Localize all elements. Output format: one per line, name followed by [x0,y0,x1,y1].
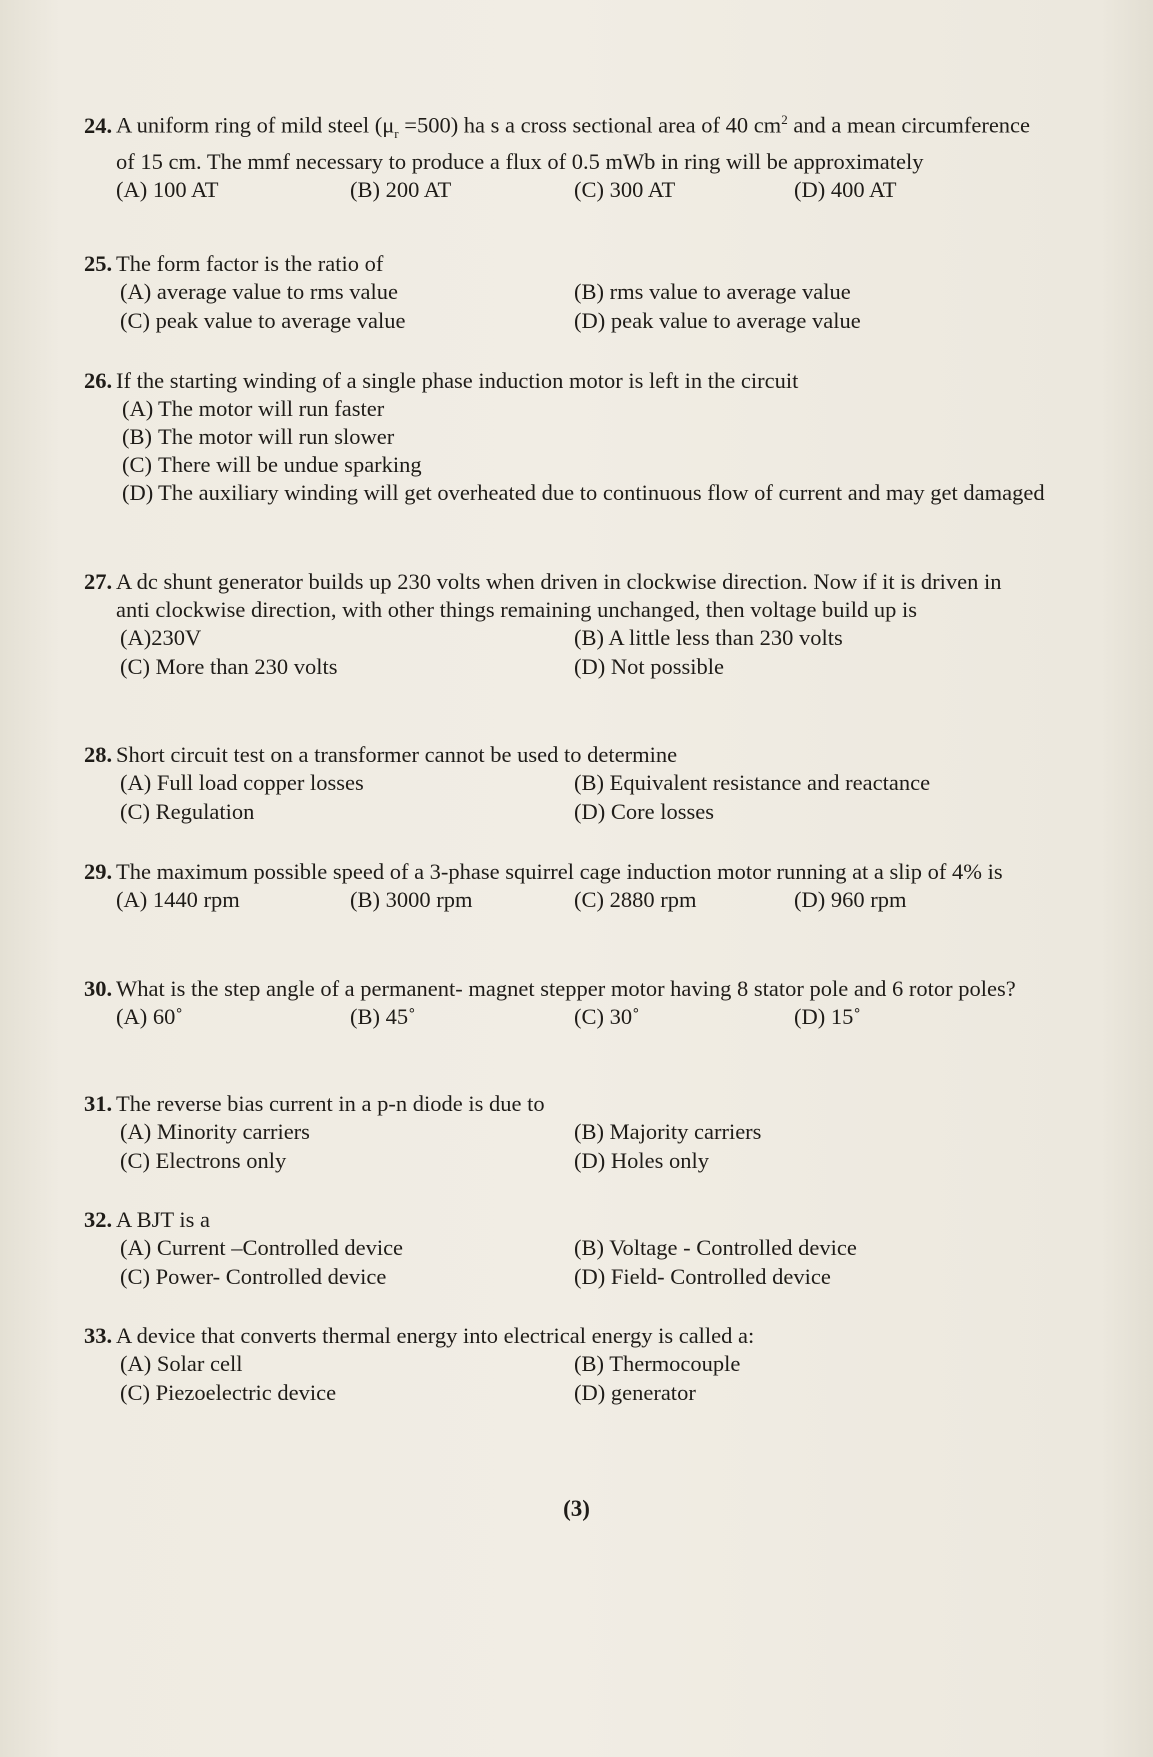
question-number: 29. [84,859,113,884]
option-c: (C) Electrons only [120,1148,287,1173]
question-number: 24. [84,112,113,138]
option-list [84,395,1045,507]
option-a: (A) 1440 rpm [116,887,240,912]
option-a: (A) Current –Controlled device [120,1235,404,1260]
option-a: (A) 100 AT [116,177,219,202]
question-27 [84,568,1034,682]
option-a: (A) Full load copper losses [120,770,364,795]
question-30 [84,975,1034,1032]
option-d: (D) 400 AT [794,177,897,202]
option-c: (C) Piezoelectric device [120,1380,337,1405]
question-number: 26. [84,368,113,393]
option-d: (D) peak value to average value [574,308,861,333]
question-stem: 26. If the starting winding of a single phase induction motor is left in the circuit [84,368,799,393]
option-d: (D) Not possible [574,654,724,679]
option-d: (D) Core losses [574,799,714,824]
option-b: (B) The motor will run slower [122,424,395,449]
option-c: (C) 2880 rpm [574,887,697,912]
option-a: (A) Minority carriers [120,1119,310,1144]
question-32 [84,1206,1034,1292]
question-24 [84,106,1034,205]
question-number: 32. [84,1207,113,1232]
option-c: (C) There will be undue sparking [122,452,422,477]
question-number: 25. [84,251,113,276]
question-stem: 32. A BJT is a [84,1207,210,1232]
option-b: (B) 3000 rpm [350,887,473,912]
question-number: 31. [84,1091,113,1116]
option-c: (C) Power- Controlled device [120,1264,387,1289]
option-b: (B) Voltage - Controlled device [574,1235,857,1260]
option-b: (B) 45˚ [350,1004,416,1029]
question-number: 33. [84,1323,113,1348]
question-26 [84,367,1045,507]
question-25 [84,250,1034,336]
option-c: (C) 300 AT [574,177,676,202]
question-stem: 33. A device that converts thermal energy into electrical energy is called a: [84,1323,755,1348]
question-stem: 30. What is the step angle of a permanent- magnet stepper motor having 8 stator pole and 6 rotor poles? [84,976,1016,1001]
option-d: (D) The auxiliary winding will get overheated due to continuous flow of current and may get damaged [122,480,1045,505]
option-a: (A)230V [120,625,202,650]
option-d: (D) Holes only [574,1148,709,1173]
option-d: (D) 15˚ [794,1004,861,1029]
question-stem: 28. Short circuit test on a transformer cannot be used to determine [84,742,678,767]
question-number: 27. [84,569,113,594]
option-d: (D) Field- Controlled device [574,1264,831,1289]
option-d: (D) generator [574,1380,696,1405]
option-a: (A) The motor will run faster [122,396,385,421]
option-b: (B) Majority carriers [574,1119,762,1144]
question-stem: 29. The maximum possible speed of a 3-phase squirrel cage induction motor running at a slip of 4% is [84,859,1003,884]
option-b: (B) A little less than 230 volts [574,625,843,650]
question-stem: 25. The form factor is the ratio of [84,251,384,276]
question-stem: 27. A dc shunt generator builds up 230 volts when driven in clockwise direction. Now if it is driven in anti clockwise direction, with other things remaining unchanged, then voltage build up is [84,569,1002,622]
option-b: (B) rms value to average value [574,279,851,304]
option-a: (A) Solar cell [120,1351,243,1376]
option-c: (C) More than 230 volts [120,654,338,679]
option-b: (B) Equivalent resistance and reactance [574,770,931,795]
question-28 [84,741,1034,827]
question-31 [84,1090,1034,1176]
option-d: (D) 960 rpm [794,887,907,912]
option-c: (C) peak value to average value [120,308,406,333]
option-c: (C) 30˚ [574,1004,640,1029]
question-29 [84,858,1034,915]
question-number: 28. [84,742,113,767]
question-stem: 31. The reverse bias current in a p-n diode is due to [84,1091,545,1116]
option-b: (B) Thermocouple [574,1351,741,1376]
option-c: (C) Regulation [120,799,255,824]
question-number: 30. [84,976,113,1001]
question-33 [84,1322,1034,1408]
question-stem: 24. A uniform ring of mild steel $(\mu_r =500)$ ha s a cross sectional area of 40 $cm^2$ and a mean circumference of 15 cm. The mmf necessary to produce a flux of 0.5 mWb in ring will be approximately [84,112,1031,174]
page-number: (3) [563,1496,590,1521]
option-b: (B) 200 AT [350,177,452,202]
option-a: (A) 60˚ [116,1004,183,1029]
option-a: (A) average value to rms value [120,279,398,304]
